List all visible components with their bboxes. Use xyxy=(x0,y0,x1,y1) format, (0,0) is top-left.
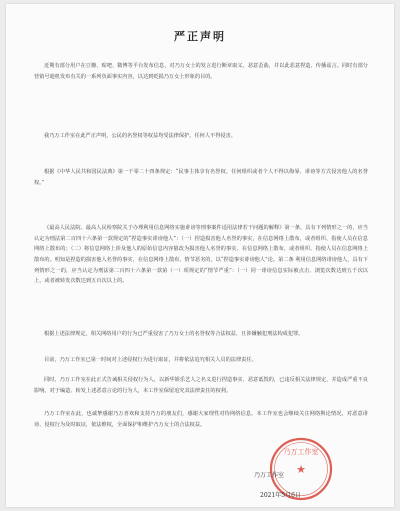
paragraph-warning: 同时，乃万工作室在此正式告诫相关侵权行为人，以新华娱乐艺人之名义进行捏造事实、恶意诋毁的，已违反相关法律规定，并造成严重不良影响。对于编造、转发上述恶意言论的行为人，本工作室保留追究其法律责任的权利。 xyxy=(34,377,368,394)
svg-text:★: ★ xyxy=(296,463,306,476)
signature-organization: 乃万工作室 xyxy=(254,472,285,479)
paragraph-evidence: 目前，乃万工作室已第一时间对上述侵权行为进行取证，并将依法追究相关人员的法律责任。 xyxy=(44,357,257,364)
paragraph-judicial-interpretation: 《最高人民法院、最高人民检察院关于办理利用信息网络实施诽谤等刑事案件适用法律若干问题的解释》第一条，具有下列情形之一的，应当认定为刑法第二百四十六条第一款规定的“捏造事实诽谤他人”：（一）捏造损害他人名誉的事实，在信息网络上散布，或者组织、指使人员在信息网络上散布的；（二）将信息网络上涉及他人的原始信息内容篡改为损害他人名誉的事实，在信息网络上散布，或者组织、指使人员在信息网络上散布的。明知是捏造的损害他人名誉的事实，在信息网络上散布，情节恶劣的，以“捏造事实诽谤他人”论。第二条 利用信息网络诽谤他人，具有下列情形之一的，应当认定为刑法第二百四十六条第一款第（一）项规定的“情节严重”：（一）同一诽谤信息实际被点击、浏览次数达到五千次以上，或者被转发次数达到五百次以上的。 xyxy=(34,225,368,285)
paragraph-thanks: 乃万工作室在此，也诚挚感谢乃万喜欢和支持乃万的朋友们，感谢大家理性对待网络信息。本工作室也会继续关注网络舆论情况，对恶意诽谤、侵权行为及时取证，依法维权，全面保护和维护乃万女士的合法权益。 xyxy=(34,411,368,428)
paragraph-civil-code: 根据《中华人民共和国民法典》第一千零二十四条规定：“民事主体享有名誉权。任何组织或者个人不得以侮辱、诽谤等方式侵害他人的名誉权。” xyxy=(34,169,368,186)
paragraph-intro: 近期有部分用户在豆瓣、贴吧、微博等平台发布信息，对乃万女士的发言进行断章取义、恶意歪曲，并以此恶意捏造、传播谣言。同时有部分营销号趁机发布有关的一系列负面事实内容，以达到贬损乃万女士形象的目的。 xyxy=(34,63,368,80)
paragraph-declaration: 我乃万工作室在此严正声明，公民的名誉权等权益均受法律保护，任何人不得侵害。 xyxy=(44,133,236,140)
statement-page xyxy=(6,4,394,507)
signature-date: 2021年5月6日 xyxy=(260,492,301,499)
document-title: 严正声明 xyxy=(174,30,226,43)
svg-text:乃万工作室: 乃万工作室 xyxy=(283,448,319,456)
paragraph-legal-conclusion: 根据上述法律规定，相关网络用户的行为已严重侵害了乃万女士的名誉权等合法权益，且涉嫌触犯刑法构成犯罪。 xyxy=(44,331,304,338)
